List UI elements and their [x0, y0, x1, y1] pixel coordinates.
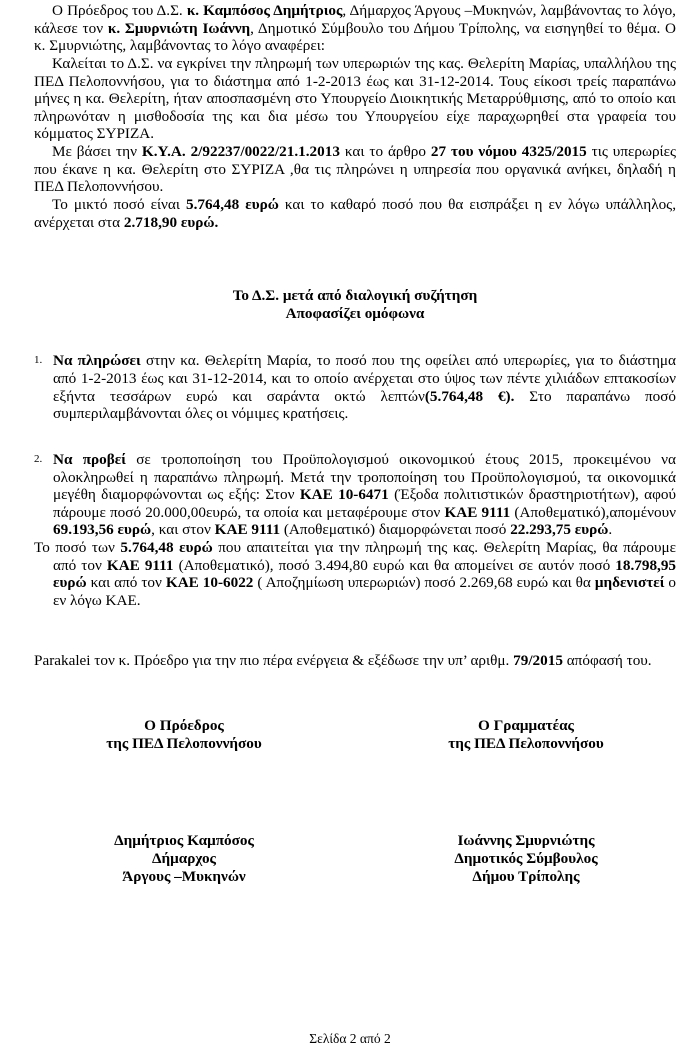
- text-bold: ΚΑΕ 10-6022: [165, 574, 254, 592]
- text-run: ( Αποζημίωση υπερωριών) ποσό 2.269,68 ευρώ και θα: [253, 574, 595, 592]
- text-run: Parakalei τον κ. Πρόεδρο για την πιο πέρα ενέργεια & εξέδωσε την υπ’ αριθμ.: [34, 651, 514, 669]
- signature-right-name: [376, 832, 676, 885]
- text-run: Στο παραπάνω ποσό συμπεριλαμβάνονται όλες οι νόμιμες κρατήσεις.: [53, 387, 676, 423]
- signatory-name: Ιωάννης Σμυρνιώτης: [457, 832, 595, 850]
- text-run: (Έξοδα πολιτιστικών δραστηριοτήτων), αφού πάρουμε ποσό 20.000,00ευρώ, τα οποία και μεταφέρουμε στον: [53, 486, 677, 521]
- signature-left-name: [34, 832, 334, 885]
- text-run: Το μικτό ποσό είναι: [52, 195, 187, 213]
- closing-paragraph: [34, 652, 676, 670]
- text-run: Με βάσει την: [52, 143, 142, 160]
- text-run: , Δήμαρχος Άργους –Μυκηνών, λαμβάνοντας το λόγο, κάλεσε τον: [34, 2, 676, 37]
- signature-left-title: [34, 717, 334, 752]
- text-run: Το ποσό των: [34, 539, 121, 556]
- signature-organization: της ΠΕΔ Πελοποννήσου: [106, 734, 262, 752]
- decision-heading-line-2: Αποφασίζει ομόφωνα: [285, 304, 425, 322]
- law-reference: 27 του νόμου 4325/2015: [430, 143, 587, 160]
- text-bold: (5.764,48 €).: [424, 387, 515, 405]
- list-item: [34, 352, 676, 423]
- gross-amount: 5.764,48 ευρώ: [186, 195, 279, 213]
- signature-right-title: [376, 717, 676, 752]
- list-item-number: 1.: [34, 354, 43, 367]
- signature-names: [34, 832, 676, 885]
- decision-list: [34, 352, 676, 539]
- text-bold: μηδενιστεί: [594, 574, 665, 592]
- list-item-number: 2.: [34, 452, 43, 465]
- document-body: [34, 2, 676, 885]
- signature-role: Ο Γραμματέας: [478, 717, 574, 735]
- text-run: (Αποθεματικό) διαμορφώνεται ποσό: [280, 521, 511, 539]
- intro-paragraph-1: [34, 2, 676, 55]
- signatory-position: Δημοτικός Σύμβουλος: [454, 850, 598, 867]
- text-run: Ο Πρόεδρος του Δ.Σ.: [52, 2, 187, 19]
- text-bold: 18.798,95 ευρώ: [53, 556, 677, 592]
- signature-role: Ο Πρόεδρος: [144, 717, 224, 735]
- signatory-name: Δημήτριος Καμπόσος: [114, 832, 254, 850]
- president-name: κ. Καμπόσος Δημήτριος: [186, 2, 343, 19]
- text-run: και το καθαρό ποσό που θα εισπράξει η εν λόγω υπάλληλος, ανέρχεται στα: [34, 195, 676, 231]
- text-bold: ΚΑΕ 10-6471: [299, 486, 389, 504]
- text-run: τις υπερωρίες που έκανε η κα. Θελερίτη στο ΣΥΡΙΖΑ ,θα τις πληρώνει η υπηρεσία που οργανικά ανήκει, δηλαδή η ΠΕΔ Πελοποννήσου.: [34, 143, 676, 196]
- signatory-municipality: Δήμου Τρίπολης: [472, 867, 580, 885]
- decision-heading-line-1: Το Δ.Σ. μετά από διαλογική συζήτηση: [232, 287, 478, 305]
- signatory-municipality: Άργους –Μυκηνών: [122, 867, 246, 885]
- signature-titles: [34, 717, 676, 752]
- text-bold: Να πληρώσει: [53, 352, 141, 370]
- text-run: .: [608, 521, 613, 539]
- text-bold: Να προβεί: [53, 450, 126, 468]
- page-footer: Σελίδα 2 από 2: [309, 1031, 391, 1046]
- text-run: και από τον: [86, 574, 166, 592]
- after-list-paragraph: [34, 539, 676, 610]
- intro-paragraph-3: [34, 143, 676, 196]
- text-bold: 22.293,75 ευρώ: [510, 521, 609, 539]
- decision-heading: [34, 287, 676, 322]
- text-bold: 69.193,56 ευρώ: [53, 521, 152, 539]
- text-bold: 5.764,48 ευρώ: [120, 539, 213, 556]
- text-bold: ΚΑΕ 9111: [444, 503, 511, 521]
- intro-paragraph-4: [34, 196, 676, 231]
- text-run: σε τροποποίηση του Προϋπολογισμού οικονομικού έτους 2015, προκειμένου να ολοκληρωθεί η παραπάνω πληρωμή. Μετά την τροποποίηση του Προϋπολογισμού, τα οικονομικά μεγέθη διαμορφώνονται ως εξής: Στον: [53, 450, 676, 504]
- text-run: ο εν λόγω ΚΑΕ.: [53, 574, 677, 609]
- decision-number: 79/2015: [513, 651, 563, 669]
- signatory-position: Δήμαρχος: [152, 850, 216, 867]
- text-run: στην κα. Θελερίτη Μαρία, το ποσό που της οφείλει από υπερωρίες, για το διάστημα από 1-2-2013 έως και 31-12-2014, και το οποίο ανέρχεται στο ύψος των πέντε χιλιάδων επτακοσίων εξήντα τεσσάρων ευρώ και σαράντα οκτώ λεπτών: [53, 352, 676, 405]
- text-run: (Αποθεματικό), ποσό 3.494,80 ευρώ και θα απομείνει σε αυτόν ποσό: [173, 556, 616, 574]
- text-run: απόφασή του.: [562, 651, 652, 669]
- text-run: (Αποθεματικό),απομένουν: [510, 503, 677, 521]
- signature-organization: της ΠΕΔ Πελοποννήσου: [448, 734, 604, 752]
- text-run: , και στον: [151, 521, 215, 539]
- net-amount: 2.718,90 ευρώ.: [123, 213, 219, 231]
- text-run: , Δημοτικό Σύμβουλο του Δήμου Τρίπολης, να εισηγηθεί το θέμα. Ο κ. Σμυρνιώτης, λαμβάνοντας το λόγο αναφέρει:: [34, 19, 676, 55]
- text-run: και το άρθρο: [339, 143, 431, 160]
- list-item: [34, 451, 676, 539]
- text-bold: ΚΑΕ 9111: [106, 556, 174, 574]
- rapporteur-name: κ. Σμυρνιώτη Ιωάννη: [107, 19, 251, 37]
- text-run: που απαιτείται για την πληρωμή της κας. Θελερίτη Μαρίας, θα πάρουμε από τον: [53, 539, 676, 574]
- kya-reference: Κ.Υ.Α. 2/92237/0022/21.1.2013: [141, 143, 340, 160]
- text-bold: ΚΑΕ 9111: [214, 521, 281, 539]
- intro-paragraph-2: Καλείται το Δ.Σ. να εγκρίνει την πληρωμή των υπερωριών της κας. Θελερίτη Μαρίας, υπαλλήλου της ΠΕΔ Πελοποννήσου, για το διάστημα από 1-2-2013 έως και 31-12-2014. Τους είκοσι τρείς παραπάνω μήνες η κα. Θελερίτη, ήταν αποσπασμένη στο Υπουργείο Διοικητικής Μεταρρύθμισης, από το οποίο και πληρωνόταν η μισθοδοσία της και δια μέσω του Υπουργείου είχε παραχωρηθεί στα γραφεία του κόμματος ΣΥΡΙΖΑ.: [34, 54, 676, 143]
